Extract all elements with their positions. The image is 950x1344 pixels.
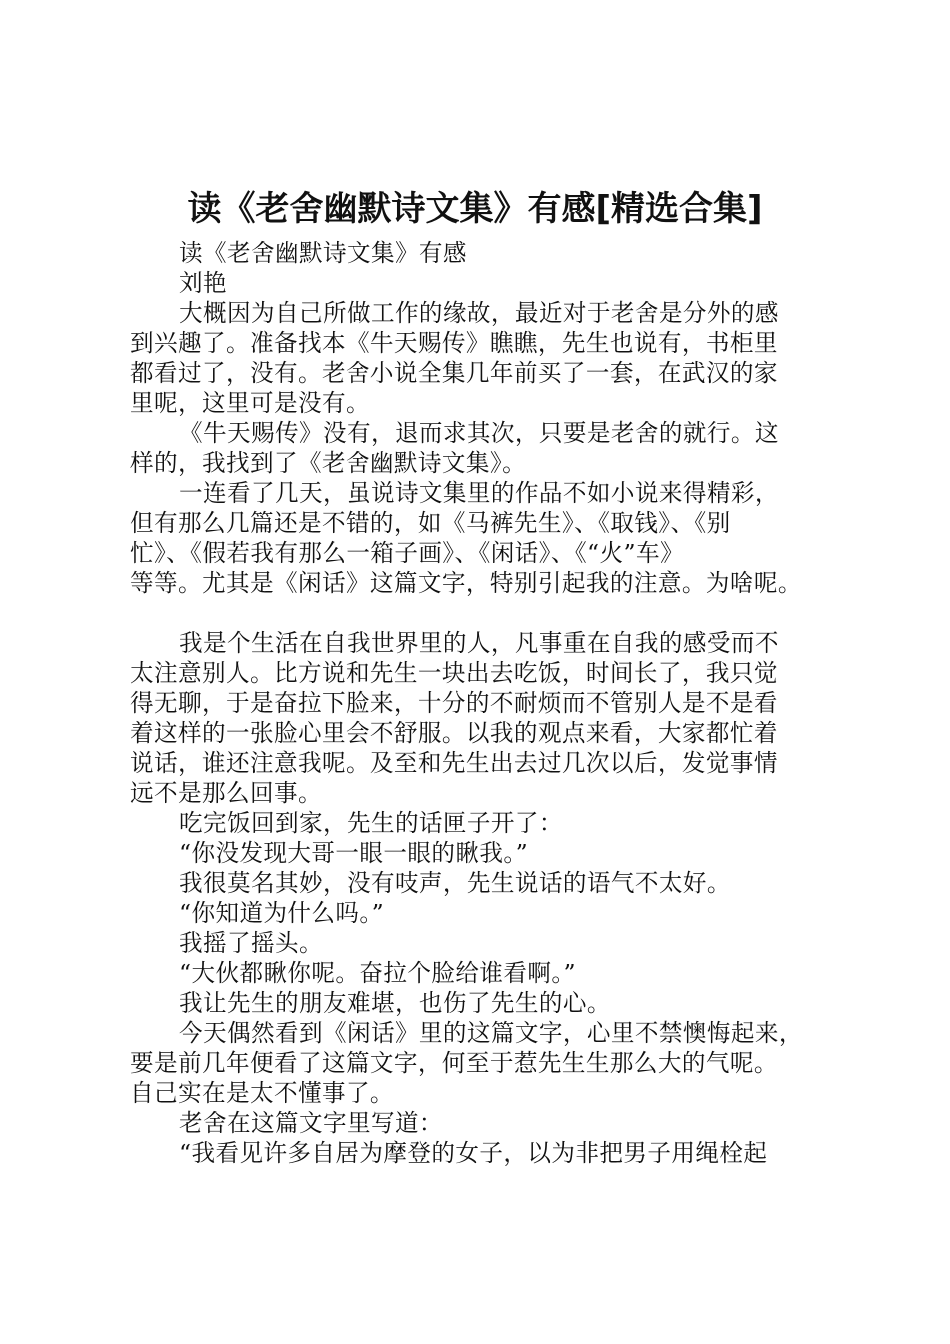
text-line: “你没发现大哥一眼一眼的瞅我。” [179,839,529,867]
text-line: 着这样的一张脸心里会不舒服。以我的观点来看，大家都忙着 [130,719,778,747]
text-line: 一连看了几天，虽说诗文集里的作品不如小说来得精彩， [179,479,779,507]
text-line: 老舍在这篇文字里写道： [179,1109,443,1137]
text-line: 我让先生的朋友难堪，也伤了先生的心。 [179,989,611,1017]
text-line: “你知道为什么吗。” [179,899,385,927]
text-line: 说话，谁还注意我呢。及至和先生出去过几次以后，发觉事情 [130,749,778,777]
text-line: “大伙都瞅你呢。奋拉个脸给谁看啊。” [179,959,577,987]
text-line: 我很莫名其妙，没有吱声，先生说话的语气不太好。 [179,869,731,897]
text-line: 里呢，这里可是没有。 [130,389,370,417]
text-line: 读《老舍幽默诗文集》有感 [179,239,467,267]
text-line: 要是前几年便看了这篇文字，何至于惹先生生那么大的气呢。 [130,1049,778,1077]
text-line: “我看见许多自居为摩登的女子，以为非把男子用绳栓起 [179,1139,768,1167]
document-body [130,238,835,1168]
text-line: 都看过了，没有。老舍小说全集几年前买了一套，在武汉的家 [130,359,778,387]
text-line: 等等。尤其是《闲话》这篇文字，特别引起我的注意。为啥呢。 [130,569,802,597]
text-line: 我摇了摇头。 [179,929,323,957]
text-line: 太注意别人。比方说和先生一块出去吃饭，时间长了，我只觉 [130,659,778,687]
text-line: 自己实在是太不懂事了。 [130,1079,394,1107]
text-line: 我是个生活在自我世界里的人，凡事重在自我的感受而不 [179,629,779,657]
text-line: 刘艳 [179,269,227,297]
text-line: 今天偶然看到《闲话》里的这篇文字，心里不禁懊悔起来， [179,1019,803,1047]
text-line: 但有那么几篇还是不错的，如《马裤先生》、《取钱》、《别 [130,509,731,537]
text-line: 远不是那么回事。 [130,779,322,807]
text-line: 吃完饭回到家，先生的话匣子开了： [179,809,563,837]
text-line: 得无聊，于是奋拉下脸来，十分的不耐烦而不管别人是不是看 [130,689,778,717]
text-line: 样的，我找到了《老舍幽默诗文集》。 [130,449,527,477]
document-title: 读《老舍幽默诗文集》有感[精选合集] [187,189,763,229]
text-line: 《牛天赐传》没有，退而求其次，只要是老舍的就行。这 [179,419,779,447]
text-line: 忙》、《假若我有那么一箱子画》、《闲话》、《“火”车》 [130,539,684,567]
text-line: 大概因为自己所做工作的缘故，最近对于老舍是分外的感 [179,299,779,327]
blank-line [130,598,835,628]
text-line: 到兴趣了。准备找本《牛天赐传》瞧瞧，先生也说有，书柜里 [130,329,778,357]
